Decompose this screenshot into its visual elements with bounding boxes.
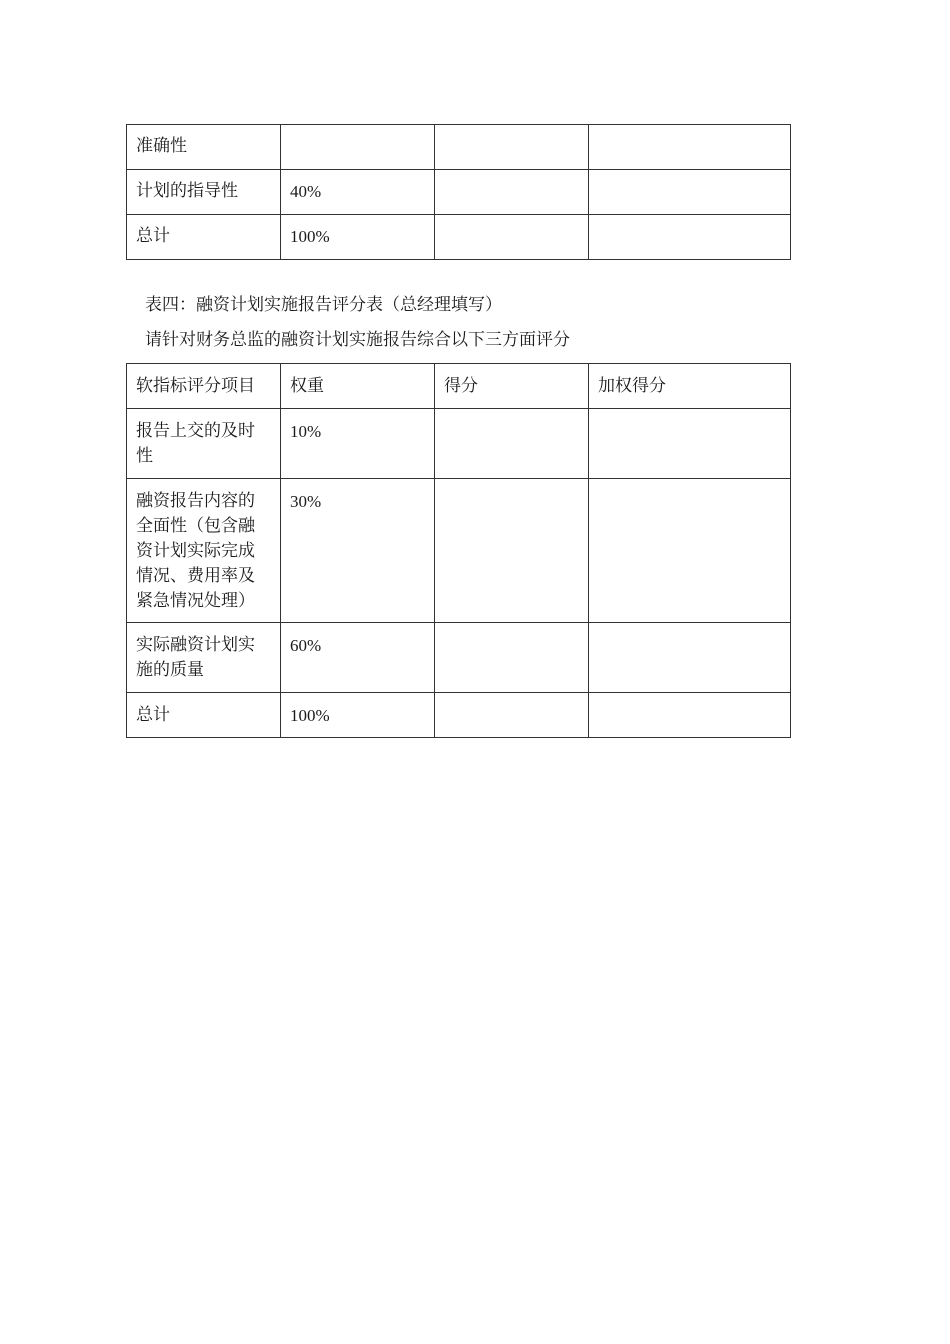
item-cell: 实际融资计划实施的质量 [127,623,281,693]
weight-cell [281,125,435,170]
table-row [127,125,791,170]
score-cell [435,479,589,623]
table-header-row [127,364,791,409]
score-cell [435,170,589,215]
item-cell: 计划的指导性 [127,170,281,215]
weight-cell: 10% [281,409,435,479]
scoring-table-continued [126,124,791,260]
report-scoring-table [126,363,791,738]
table-caption-title: 表四：融资计划实施报告评分表（总经理填写） [145,295,502,315]
header-item: 软指标评分项目 [127,364,281,409]
weighted-score-cell [589,170,791,215]
weight-cell: 60% [281,623,435,693]
weighted-score-cell [589,693,791,738]
item-cell: 总计 [127,693,281,738]
weighted-score-cell [589,125,791,170]
score-cell [435,693,589,738]
table-row [127,409,791,479]
weighted-score-cell [589,479,791,623]
weighted-score-cell [589,623,791,693]
table-caption-description: 请针对财务总监的融资计划实施报告综合以下三方面评分 [145,330,570,350]
table-row [127,693,791,738]
table-row [127,479,791,623]
weighted-score-cell [589,409,791,479]
weight-cell: 100% [281,693,435,738]
score-cell [435,215,589,260]
item-cell: 融资报告内容的全面性（包含融资计划实际完成情况、费用率及紧急情况处理） [127,479,281,623]
weight-cell: 30% [281,479,435,623]
weight-cell: 100% [281,215,435,260]
item-cell: 准确性 [127,125,281,170]
score-cell [435,409,589,479]
table-row [127,215,791,260]
table-row [127,623,791,693]
weight-cell: 40% [281,170,435,215]
header-weighted-score: 加权得分 [589,364,791,409]
score-cell [435,623,589,693]
item-cell: 报告上交的及时性 [127,409,281,479]
table-row [127,170,791,215]
header-weight: 权重 [281,364,435,409]
header-score: 得分 [435,364,589,409]
item-cell: 总计 [127,215,281,260]
score-cell [435,125,589,170]
weighted-score-cell [589,215,791,260]
